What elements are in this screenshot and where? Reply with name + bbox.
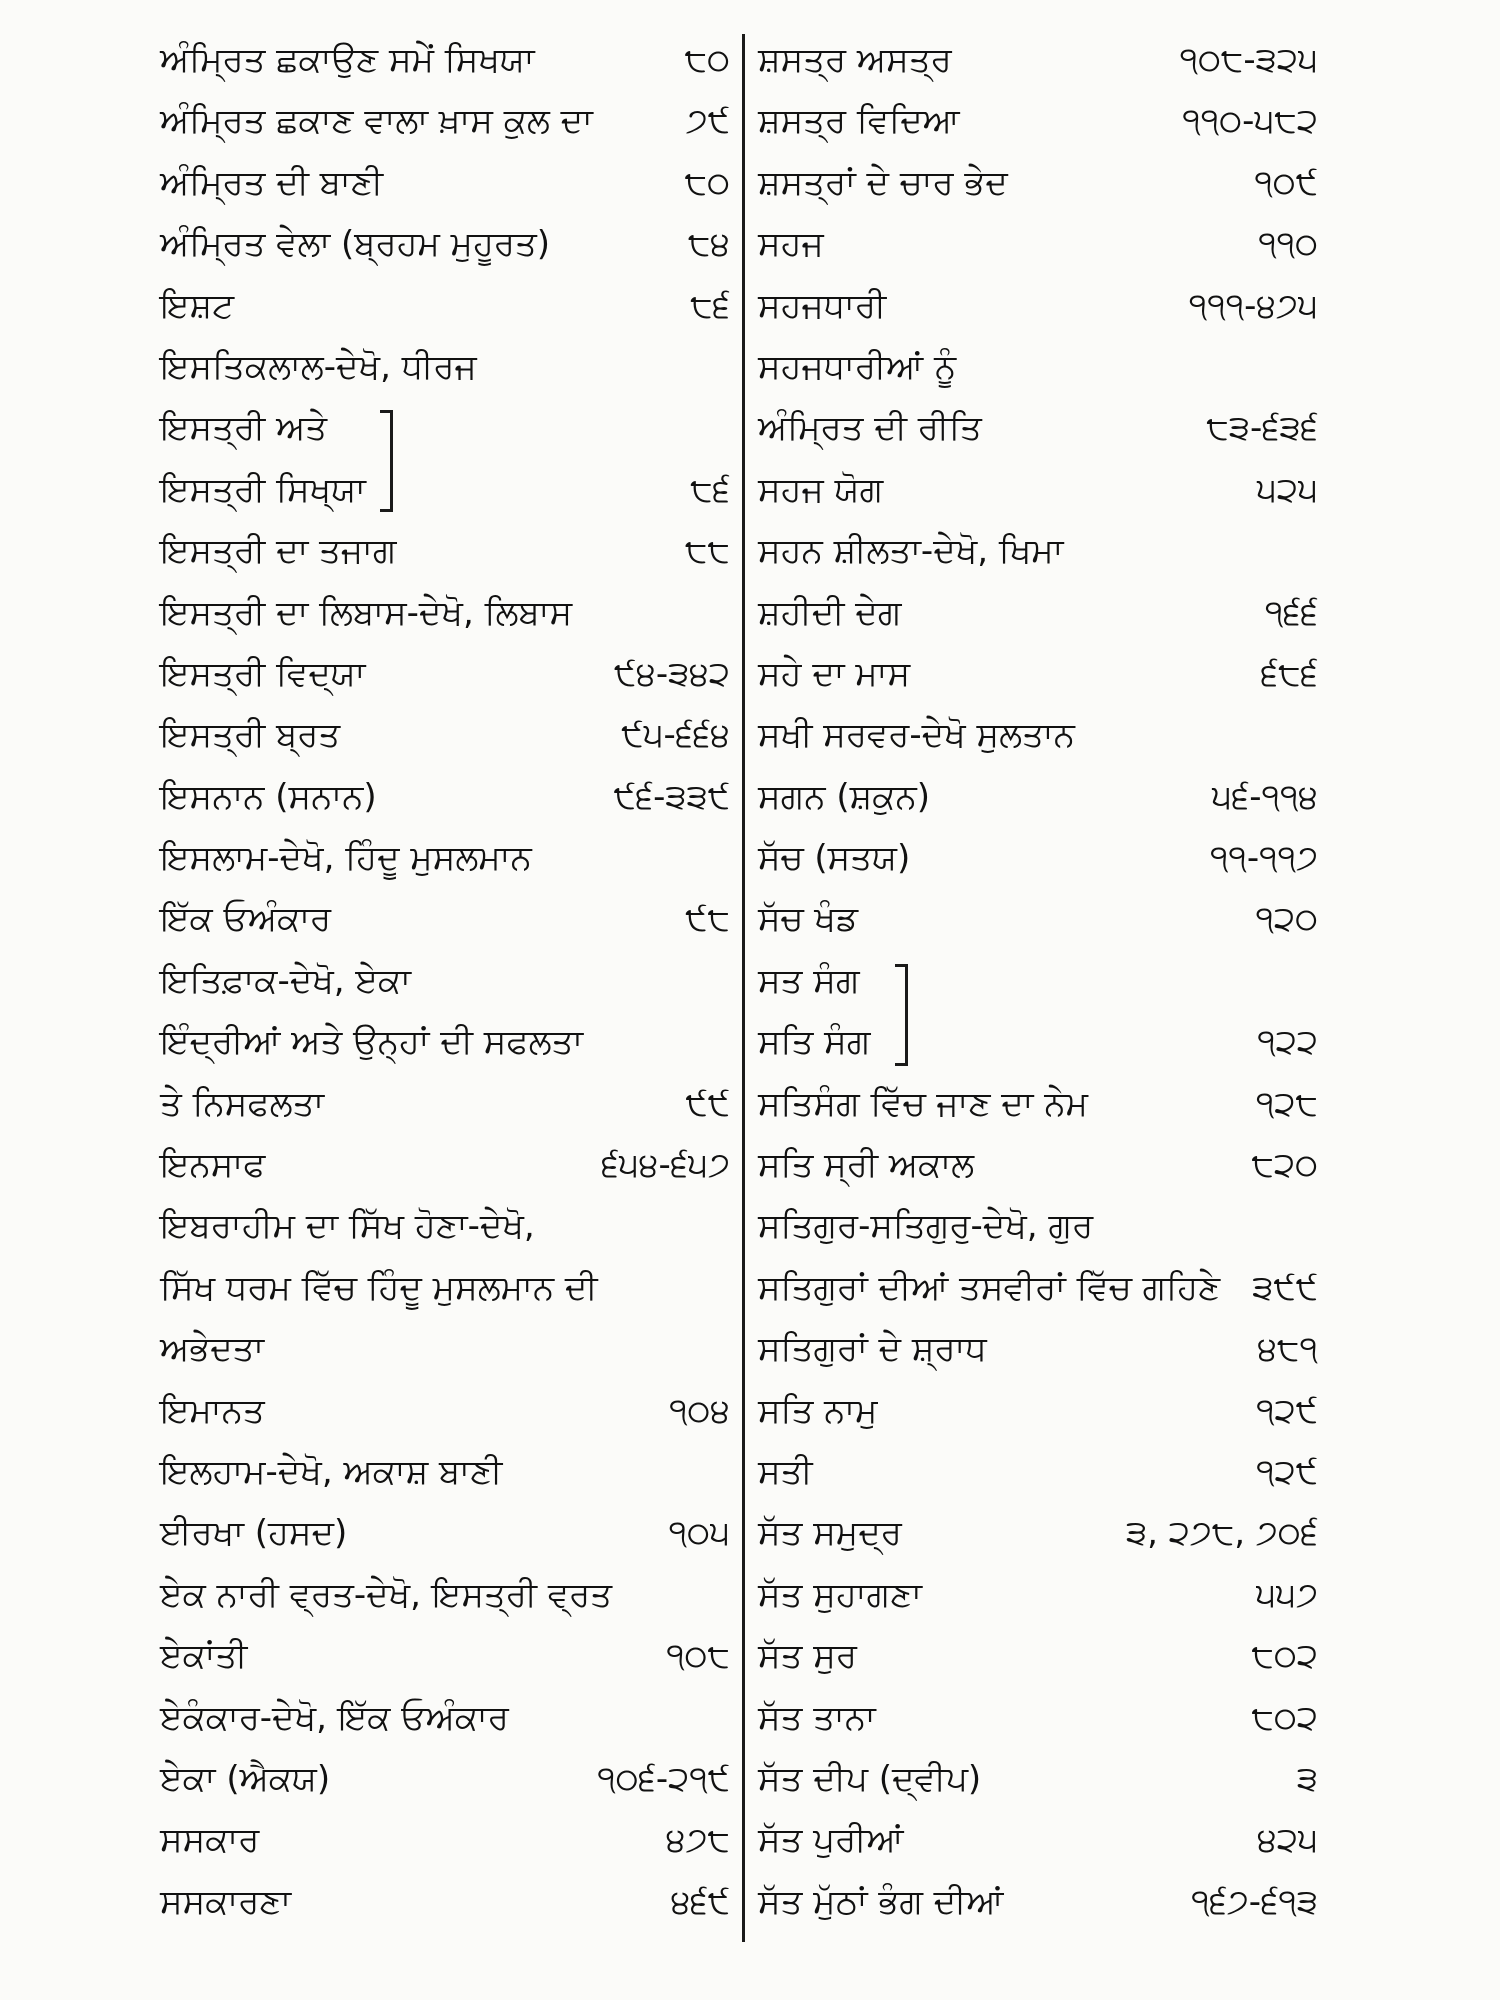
entry-term: ਇਸਨਾਨ (ਸਨਾਨ) xyxy=(160,776,377,817)
index-entry xyxy=(160,1319,730,1380)
entry-page-number: ੯੯ xyxy=(685,1083,730,1124)
entry-term: ਈਰਖਾ (ਹਸਦ) xyxy=(160,1513,348,1554)
entry-page-number: ੩੯੯ xyxy=(1252,1267,1318,1308)
index-entry xyxy=(758,1503,1318,1564)
index-entry xyxy=(758,705,1318,766)
entry-term: ਸੱਤ ਤਾਨਾ xyxy=(758,1697,876,1738)
entry-term: ਸੱਚ ਖੰਡ xyxy=(758,899,859,940)
entry-page-number: ੬੫੪-੬੫੭ xyxy=(601,1145,730,1186)
entry-term: ਏਕਾਂਤੀ xyxy=(160,1636,248,1677)
entry-term: ਇਬਰਾਹੀਮ ਦਾ ਸਿੱਖ ਹੋਣਾ-ਦੇਖੋ, xyxy=(160,1206,535,1247)
entry-term: ਇਤਿਫ਼ਾਕ-ਦੇਖੋ, ਏਕਾ xyxy=(160,960,411,1001)
grouping-bracket-left xyxy=(380,410,393,512)
entry-page-number: ੧੦੬-੨੧੯ xyxy=(597,1758,730,1799)
entry-term: ਸਹਜ xyxy=(758,224,824,265)
index-entry xyxy=(160,91,730,152)
entry-page-number: ੯੬-੩੩੯ xyxy=(613,776,730,817)
index-column-left xyxy=(160,30,730,1933)
index-entry xyxy=(758,889,1318,950)
entry-page-number: ੧੦੪ xyxy=(669,1390,730,1431)
entry-term: ਇਸਤਿਕਲਾਲ-ਦੇਖੋ, ਧੀਰਜ xyxy=(160,346,477,387)
index-entry xyxy=(160,1749,730,1810)
entry-term: ਸੱਤ ਪੁਰੀਆਂ xyxy=(758,1820,904,1861)
entry-term: ਸੱਚ (ਸਤਯ) xyxy=(758,838,911,879)
index-entry xyxy=(160,30,730,91)
index-entry xyxy=(758,1749,1318,1810)
entry-term: ਸਤਿਗੁਰ-ਸਤਿਗੁਰੁ-ਦੇਖੋ, ਗੁਰ xyxy=(758,1206,1094,1247)
index-entry xyxy=(160,1135,730,1196)
entry-term: ਸੱਤ ਦੀਪ (ਦ੍ਵੀਪ) xyxy=(758,1758,982,1799)
entry-term: ਇਲਹਾਮ-ਦੇਖੋ, ਅਕਾਸ਼ ਬਾਣੀ xyxy=(160,1451,503,1492)
index-entry xyxy=(160,1258,730,1319)
index-entry xyxy=(758,1810,1318,1871)
entry-term: ਅਭੇਦਤਾ xyxy=(160,1329,265,1370)
entry-page-number: ੧੦੮ xyxy=(666,1636,730,1677)
index-entry xyxy=(758,460,1318,521)
index-entry xyxy=(758,1074,1318,1135)
index-entry xyxy=(758,1442,1318,1503)
entry-page-number: ੧੨੮ xyxy=(1255,1083,1318,1124)
index-entry xyxy=(160,705,730,766)
index-entry xyxy=(758,276,1318,337)
index-entry xyxy=(758,398,1318,459)
index-entry xyxy=(758,1258,1318,1319)
entry-term: ਸਗਨ (ਸ਼ਕੁਨ) xyxy=(758,776,930,817)
entry-term: ਇਸਤ੍ਰੀ ਬ੍ਰਤ xyxy=(160,715,341,756)
entry-page-number: ੧੦੯ xyxy=(1254,162,1318,203)
entry-term: ਇਨਸਾਫ xyxy=(160,1145,266,1186)
entry-page-number: ੮੪ xyxy=(687,224,730,265)
index-entry xyxy=(758,153,1318,214)
entry-term: ਇਸਲਾਮ-ਦੇਖੋ, ਹਿੰਦੂ ਮੁਸਲਮਾਨ xyxy=(160,838,532,879)
entry-page-number: ੧੬੭-੬੧੩ xyxy=(1191,1881,1318,1922)
entry-page-number: ੪੮੧ xyxy=(1257,1329,1318,1370)
entry-term: ਸੱਤ ਮੁੱਠਾਂ ਭੰਗ ਦੀਆਂ xyxy=(758,1881,1004,1922)
entry-term: ਸੱਤ ਸੁਹਾਗਣਾ xyxy=(758,1574,922,1615)
index-entry xyxy=(758,1688,1318,1749)
entry-term: ਏਕ ਨਾਰੀ ਵ੍ਰਤ-ਦੇਖੋ, ਇਸਤ੍ਰੀ ਵ੍ਰਤ xyxy=(160,1574,612,1615)
index-entry xyxy=(160,1074,730,1135)
index-entry xyxy=(160,583,730,644)
entry-term: ਸ਼ਹੀਦੀ ਦੇਗ xyxy=(758,592,902,633)
entry-term: ਸਿੱਖ ਧਰਮ ਵਿੱਚ ਹਿੰਦੂ ਮੁਸਲਮਾਨ ਦੀ xyxy=(160,1267,598,1308)
index-entry xyxy=(758,214,1318,275)
entry-term: ਇਸਤ੍ਰੀ ਵਿਦ੍ਯਾ xyxy=(160,653,366,694)
index-entry xyxy=(758,951,1318,1012)
entry-page-number: ੮੬ xyxy=(690,285,730,326)
grouping-bracket-right xyxy=(895,964,908,1066)
entry-term: ਅੰਮ੍ਰਿਤ ਵੇਲਾ (ਬ੍ਰਹਮ ਮੁਹੂਰਤ) xyxy=(160,224,550,265)
index-entry xyxy=(160,1442,730,1503)
entry-page-number: ੭੯ xyxy=(685,101,730,142)
entry-term: ਏਕੰਕਾਰ-ਦੇਖੋ, ਇੱਕ ਓਅੰਕਾਰ xyxy=(160,1697,509,1738)
index-entry xyxy=(758,1626,1318,1687)
entry-term: ਸਤਿਗੁਰਾਂ ਦੀਆਂ ਤਸਵੀਰਾਂ ਵਿੱਚ ਗਹਿਣੇ xyxy=(758,1267,1221,1308)
entry-term: ਸਤਿ ਸ੍ਰੀ ਅਕਾਲ xyxy=(758,1145,975,1186)
entry-term: ਸਸਕਾਰਣਾ xyxy=(160,1881,292,1922)
entry-page-number: ੩ xyxy=(1296,1758,1318,1799)
entry-term: ਇਸ਼ਟ xyxy=(160,285,234,326)
entry-page-number: ੧੧੧-੪੭੫ xyxy=(1188,285,1318,326)
index-entry xyxy=(160,1381,730,1442)
entry-term: ਸਸਕਾਰ xyxy=(160,1820,260,1861)
index-entry xyxy=(758,767,1318,828)
entry-page-number: ੪੬੯ xyxy=(670,1881,730,1922)
entry-page-number: ੫੨੫ xyxy=(1256,469,1318,510)
index-entry xyxy=(758,521,1318,582)
entry-page-number: ੧੨੯ xyxy=(1256,1451,1318,1492)
entry-page-number: ੧੨੨ xyxy=(1257,1022,1318,1063)
entry-term: ਸਤਿ ਸੰਗ xyxy=(758,1022,871,1063)
index-entry xyxy=(160,644,730,705)
index-entry xyxy=(160,398,730,459)
entry-page-number: ੫੫੭ xyxy=(1256,1574,1318,1615)
index-entry xyxy=(160,1012,730,1073)
index-entry xyxy=(160,1626,730,1687)
entry-term: ਅੰਮ੍ਰਿਤ ਦੀ ਰੀਤਿ xyxy=(758,408,982,449)
entry-page-number: ੯੪-੩੪੨ xyxy=(613,653,730,694)
entry-term: ਸਹਨ ਸ਼ੀਲਤਾ-ਦੇਖੋ, ਖਿਮਾ xyxy=(758,531,1064,572)
entry-term: ਅੰਮ੍ਰਿਤ ਛਕਾਣ ਵਾਲਾ ਖ਼ਾਸ ਕੁਲ ਦਾ xyxy=(160,101,593,142)
entry-page-number: ੮੦੨ xyxy=(1251,1697,1318,1738)
entry-term: ਸਤ ਸੰਗ xyxy=(758,960,860,1001)
index-entry xyxy=(160,1503,730,1564)
entry-page-number: ੧੧੦-੫੮੨ xyxy=(1182,101,1318,142)
entry-page-number: ੮੬ xyxy=(690,469,730,510)
entry-page-number: ੮੩-੬੩੬ xyxy=(1206,408,1318,449)
entry-page-number: ੮੮ xyxy=(685,531,730,572)
entry-page-number: ੧੨੦ xyxy=(1255,899,1318,940)
index-entry xyxy=(160,1565,730,1626)
entry-term: ਸਹਜ ਯੋਗ xyxy=(758,469,884,510)
index-entry xyxy=(160,828,730,889)
entry-term: ਸਤਿਗੁਰਾਂ ਦੇ ਸ਼੍ਰਾਧ xyxy=(758,1329,987,1370)
index-entry xyxy=(758,91,1318,152)
entry-term: ਤੇ ਨਿਸਫਲਤਾ xyxy=(160,1083,325,1124)
entry-term: ਸਤੀ xyxy=(758,1451,813,1492)
entry-term: ਅੰਮ੍ਰਿਤ ਛਕਾਉਣ ਸਮੇਂ ਸਿਖਯਾ xyxy=(160,40,535,80)
entry-page-number: ੧੨੯ xyxy=(1256,1390,1318,1431)
entry-term: ਸਤਿਸੰਗ ਵਿੱਚ ਜਾਣ ਦਾ ਨੇਮ xyxy=(758,1083,1088,1124)
index-entry xyxy=(160,889,730,950)
index-entry xyxy=(160,951,730,1012)
index-entry xyxy=(160,460,730,521)
entry-term: ਇਸਤ੍ਰੀ ਦਾ ਤਜਾਗ xyxy=(160,531,397,572)
entry-page-number: ੫੬-੧੧੪ xyxy=(1211,776,1318,817)
index-entry xyxy=(160,214,730,275)
entry-page-number: ੯੮ xyxy=(685,899,730,940)
index-entry xyxy=(758,583,1318,644)
entry-page-number: ੮੦ xyxy=(684,40,730,80)
index-entry xyxy=(160,276,730,337)
index-entry xyxy=(758,1196,1318,1257)
column-divider xyxy=(742,34,745,1942)
entry-term: ਇਸਤ੍ਰੀ ਦਾ ਲਿਬਾਸ-ਦੇਖੋ, ਲਿਬਾਸ xyxy=(160,592,573,633)
entry-term: ਸ਼ਸਤ੍ਰ ਅਸਤ੍ਰ xyxy=(758,40,952,80)
entry-term: ਸ਼ਸਤ੍ਰਾਂ ਦੇ ਚਾਰ ਭੇਦ xyxy=(758,162,1008,203)
entry-term: ਇੰਦ੍ਰੀਆਂ ਅਤੇ ਉਨ੍ਹਾਂ ਦੀ ਸਫਲਤਾ xyxy=(160,1022,584,1063)
entry-page-number: ੬੮੬ xyxy=(1260,653,1318,694)
index-entry xyxy=(758,1319,1318,1380)
entry-term: ਸੱਤ ਸਮੁਦ੍ਰ xyxy=(758,1513,902,1554)
entry-page-number: ੮੦੨ xyxy=(1251,1636,1318,1677)
entry-page-number: ੯੫-੬੬੪ xyxy=(621,715,730,756)
entry-term: ਸੱਤ ਸੁਰ xyxy=(758,1636,857,1677)
index-entry xyxy=(758,1565,1318,1626)
index-entry xyxy=(758,1872,1318,1933)
index-entry xyxy=(758,1135,1318,1196)
index-entry xyxy=(160,337,730,398)
entry-page-number: ੧੦੮-੩੨੫ xyxy=(1179,40,1318,80)
index-entry xyxy=(160,1872,730,1933)
index-entry xyxy=(160,1810,730,1871)
entry-term: ਇਸਤ੍ਰੀ ਅਤੇ xyxy=(160,408,328,449)
index-entry xyxy=(160,1688,730,1749)
entry-page-number: ੩, ੨੭੮, ੭੦੬ xyxy=(1125,1513,1318,1554)
entry-page-number: ੧੧-੧੧੭ xyxy=(1209,838,1318,879)
entry-term: ਅੰਮ੍ਰਿਤ ਦੀ ਬਾਣੀ xyxy=(160,162,384,203)
index-entry xyxy=(160,1196,730,1257)
entry-term: ਸ਼ਸਤ੍ਰ ਵਿਦਿਆ xyxy=(758,101,960,142)
entry-term: ਇਸਤ੍ਰੀ ਸਿਖ੍ਯਾ xyxy=(160,469,366,510)
entry-term: ਸਹੇ ਦਾ ਮਾਸ xyxy=(758,653,911,694)
entry-term: ਇਮਾਨਤ xyxy=(160,1390,265,1431)
index-entry xyxy=(160,153,730,214)
entry-term: ਸਹਜਧਾਰੀ xyxy=(758,285,887,326)
entry-page-number: ੮੦ xyxy=(684,162,730,203)
index-entry xyxy=(758,1012,1318,1073)
entry-term: ਸਤਿ ਨਾਮੁ xyxy=(758,1390,878,1431)
index-entry xyxy=(160,767,730,828)
entry-page-number: ੧੧੦ xyxy=(1258,224,1318,265)
index-entry xyxy=(758,1381,1318,1442)
index-entry xyxy=(758,828,1318,889)
entry-page-number: ੪੭੮ xyxy=(666,1820,730,1861)
index-column-right xyxy=(758,30,1318,1933)
entry-page-number: ੪੨੫ xyxy=(1257,1820,1318,1861)
index-entry xyxy=(758,30,1318,91)
entry-page-number: ੧੬੬ xyxy=(1264,592,1318,633)
entry-term: ਇੱਕ ਓਅੰਕਾਰ xyxy=(160,899,332,940)
index-entry xyxy=(160,521,730,582)
entry-term: ਸਖੀ ਸਰਵਰ-ਦੇਖੋ ਸੁਲਤਾਨ xyxy=(758,715,1075,756)
index-entry xyxy=(758,337,1318,398)
entry-page-number: ੧੦੫ xyxy=(668,1513,730,1554)
index-entry xyxy=(758,644,1318,705)
entry-term: ਸਹਜਧਾਰੀਆਂ ਨੂੰ xyxy=(758,346,957,387)
entry-page-number: ੮੨੦ xyxy=(1251,1145,1318,1186)
entry-term: ਏਕਾ (ਐਕਯ) xyxy=(160,1758,331,1799)
